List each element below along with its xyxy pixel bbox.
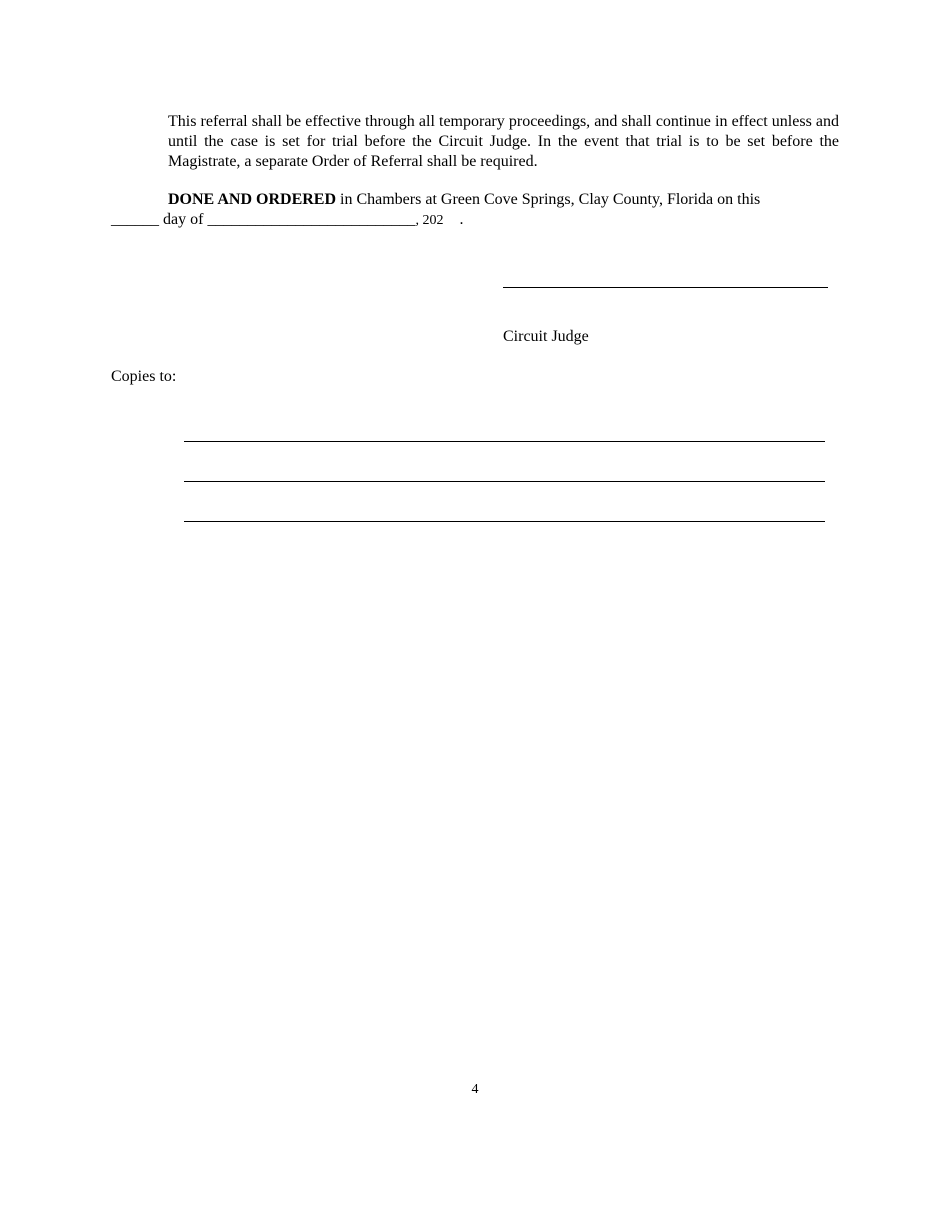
judge-signature-line[interactable] [503,287,828,288]
referral-paragraph: This referral shall be effective through all temporary proceedings, and shall continue in effect unless and until the case is set for trial before the Circuit Judge. In the event that trial is to be set before the Magistrate, a separate Order of Referral shall be required. [168,113,839,170]
copy-recipient-line-3[interactable] [184,521,825,522]
done-and-ordered-line [168,190,848,210]
day-blank[interactable]: ______ [111,211,159,228]
page-number: 4 [471,1082,479,1097]
date-period: . [443,211,464,228]
done-and-ordered-heading: DONE AND ORDERED [168,191,337,208]
judge-title: Circuit Judge [503,328,589,345]
year-prefix: , 202 [415,213,444,228]
done-and-ordered-text: in Chambers at Green Cove Springs, Clay County, Florida on this [336,191,761,208]
day-of-text: day of [159,211,208,228]
copies-to-label: Copies to: [111,368,177,385]
date-line [111,210,463,231]
month-blank[interactable]: __________________________ [207,211,416,228]
copy-recipient-line-2[interactable] [184,481,825,482]
copy-recipient-line-1[interactable] [184,441,825,442]
